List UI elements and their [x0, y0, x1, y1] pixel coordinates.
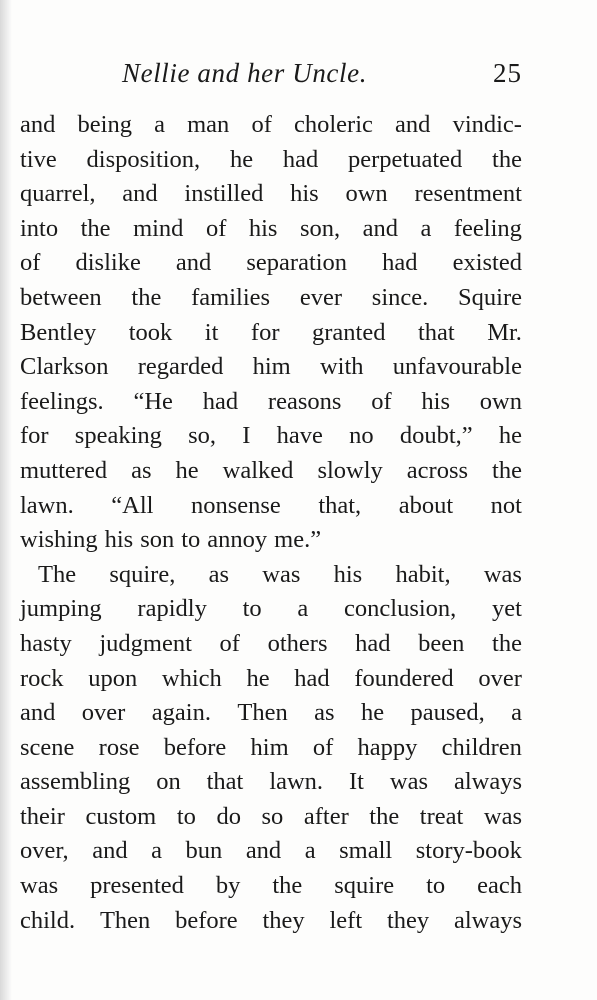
word: “All [111, 491, 154, 519]
word: across [406, 456, 469, 484]
word: reasons [267, 387, 342, 415]
word: speaking [74, 422, 162, 450]
word: always [453, 768, 522, 796]
text-line [20, 869, 522, 904]
word: he [498, 422, 522, 450]
word: the [131, 283, 162, 311]
word: wishing [20, 526, 98, 554]
word: was [483, 802, 522, 830]
word: unfavourable [392, 353, 522, 381]
text-line [20, 316, 522, 351]
page-header [20, 58, 522, 92]
word: being [77, 111, 132, 138]
word: no [349, 422, 374, 450]
word: over [478, 664, 522, 692]
word: son [140, 526, 175, 554]
word: of [205, 214, 227, 242]
word: he [175, 456, 199, 484]
word: had [294, 664, 330, 692]
text-line [20, 281, 522, 316]
text-line [20, 523, 522, 558]
word: foundered [354, 664, 454, 692]
word: had [382, 249, 418, 277]
word: story-book [415, 837, 522, 865]
word: each [477, 872, 522, 900]
word: of [312, 733, 334, 761]
word: a [154, 111, 165, 138]
word: lawn. [269, 768, 324, 796]
word: into [20, 214, 59, 242]
word: muttered [20, 456, 108, 484]
word: that [417, 318, 455, 346]
word: a [304, 837, 316, 865]
word: and [20, 699, 56, 727]
word: again. [151, 699, 211, 727]
word: happy [357, 733, 418, 761]
word: him [250, 733, 289, 761]
text-line [20, 177, 522, 212]
word: upon [88, 664, 138, 692]
word: of [20, 249, 41, 277]
word: was [483, 560, 522, 588]
body-text [20, 108, 522, 938]
word: the [492, 629, 522, 657]
word: Squire [458, 283, 522, 311]
text-line [20, 350, 522, 385]
word: was [389, 768, 429, 796]
page-number: 25 [493, 58, 522, 88]
word: his [104, 526, 134, 554]
word: and [20, 111, 56, 138]
word: of [219, 629, 240, 657]
word: children [441, 733, 522, 761]
word: been [418, 629, 465, 657]
word: instilled [184, 180, 264, 208]
word: and [245, 837, 282, 865]
word: they [262, 906, 305, 934]
word: to [176, 802, 196, 830]
word: a [420, 214, 432, 242]
word: of [371, 387, 392, 415]
word: I [242, 422, 251, 450]
word: me.” [274, 526, 322, 554]
word: their [20, 802, 65, 830]
word: the [272, 872, 303, 900]
word: between [20, 283, 102, 311]
word: and [122, 180, 158, 208]
word: it [204, 318, 219, 346]
word: the [492, 456, 522, 484]
word: small [339, 837, 393, 865]
word: nonsense [190, 491, 281, 519]
text-line [20, 662, 522, 697]
word: disposition, [86, 145, 201, 173]
word: the [80, 214, 111, 242]
word: lawn. [20, 491, 74, 519]
word: a [511, 699, 522, 727]
word: for [20, 422, 49, 450]
word: do [216, 802, 241, 830]
word: Then [237, 699, 288, 727]
word: man [187, 111, 230, 138]
word: was [262, 560, 301, 588]
word: habit, [395, 560, 451, 588]
word: for [250, 318, 280, 346]
word: as [131, 456, 152, 484]
word: “He [133, 387, 173, 415]
word: so, [188, 422, 217, 450]
running-title: Nellie and her Uncle. [122, 58, 368, 88]
word: feelings. [20, 387, 104, 415]
word: he [246, 664, 270, 692]
word: bun [185, 837, 223, 865]
word: jumping [20, 595, 102, 623]
word: took [128, 318, 173, 346]
word: after [303, 802, 349, 830]
word: separation [246, 249, 348, 277]
word: conclusion, [344, 595, 457, 623]
word: walked [222, 456, 294, 484]
word: rose [98, 733, 140, 761]
word: not [490, 491, 522, 519]
word: rock [20, 664, 64, 692]
text-line [20, 419, 522, 454]
word: his [248, 214, 278, 242]
word: had [282, 145, 319, 173]
word: a [297, 595, 309, 623]
word: perpetuated [347, 145, 463, 173]
word: quarrel, [20, 180, 96, 208]
word: doubt,” [399, 422, 473, 450]
word: the [492, 145, 522, 173]
word: as [208, 560, 230, 588]
word: to [181, 526, 201, 554]
word: Clarkson [20, 353, 109, 381]
word: the [369, 802, 400, 830]
word: always [453, 906, 522, 934]
word: ever [299, 283, 342, 311]
word: left [329, 906, 363, 934]
word: scene [20, 733, 75, 761]
text-line [20, 212, 522, 247]
word: tive [20, 145, 57, 173]
text-line [20, 108, 522, 143]
word: hasty [20, 629, 72, 657]
page-edge-shadow [0, 0, 12, 1000]
word: slowly [317, 456, 383, 484]
word: others [267, 629, 328, 657]
word: presented [90, 872, 184, 900]
word: his [290, 180, 319, 208]
word: resentment [414, 180, 522, 208]
word: so [261, 802, 284, 830]
text-line [20, 765, 522, 800]
word: squire, [109, 560, 176, 588]
text-line [20, 143, 522, 178]
word: annoy [207, 526, 268, 554]
word: regarded [137, 353, 224, 381]
word: mind [133, 214, 184, 242]
word: that [206, 768, 244, 796]
word: before [163, 733, 227, 761]
word: a [151, 837, 162, 865]
word: child. [20, 906, 76, 934]
word: he [360, 699, 385, 727]
word: The [38, 560, 77, 588]
word: paused, [410, 699, 485, 727]
word: over [81, 699, 126, 727]
text-line [20, 592, 522, 627]
word: they [386, 906, 430, 934]
word: with [319, 353, 364, 381]
text-line [20, 904, 522, 939]
word: before [175, 906, 238, 934]
word: and [362, 214, 398, 242]
word: to [426, 872, 446, 900]
text-line [20, 558, 522, 593]
text-line [20, 489, 522, 524]
word: yet [492, 595, 522, 623]
word: Bentley [20, 318, 97, 346]
word: Then [99, 906, 151, 934]
word: rapidly [137, 595, 207, 623]
word: and [92, 837, 128, 865]
word: that, [318, 491, 362, 519]
word: judgment [99, 629, 192, 657]
word: over, [20, 837, 69, 865]
word: It [349, 768, 364, 796]
text-line [20, 246, 522, 281]
word: his [421, 387, 450, 415]
word: on [156, 768, 181, 796]
word: and [175, 249, 212, 277]
word: and [395, 111, 431, 138]
word: Mr. [487, 318, 522, 346]
word: about [398, 491, 454, 519]
word: since. [371, 283, 429, 311]
text-line [20, 454, 522, 489]
word: squire [334, 872, 395, 900]
word: which [161, 664, 222, 692]
word: dislike [75, 249, 141, 277]
text-line [20, 800, 522, 835]
word: him [252, 353, 291, 381]
word: vindic- [452, 111, 522, 138]
word: existed [452, 249, 522, 277]
word: by [215, 872, 241, 900]
text-line [20, 385, 522, 420]
word: own [479, 387, 522, 415]
text-line [20, 696, 522, 731]
word: he [229, 145, 254, 173]
word: have [276, 422, 323, 450]
word: had [202, 387, 239, 415]
word: feeling [453, 214, 522, 242]
text-line [20, 834, 522, 869]
word: families [191, 283, 271, 311]
text-line [20, 731, 522, 766]
word: custom [85, 802, 157, 830]
word: was [20, 872, 59, 900]
word: granted [311, 318, 386, 346]
word: to [242, 595, 262, 623]
word: choleric [294, 111, 373, 138]
word: had [355, 629, 391, 657]
word: of [251, 111, 272, 138]
word: treat [419, 802, 464, 830]
word: as [314, 699, 335, 727]
word: son, [299, 214, 341, 242]
text-line [20, 627, 522, 662]
word: his [333, 560, 363, 588]
word: assembling [20, 768, 131, 796]
word: own [345, 180, 388, 208]
